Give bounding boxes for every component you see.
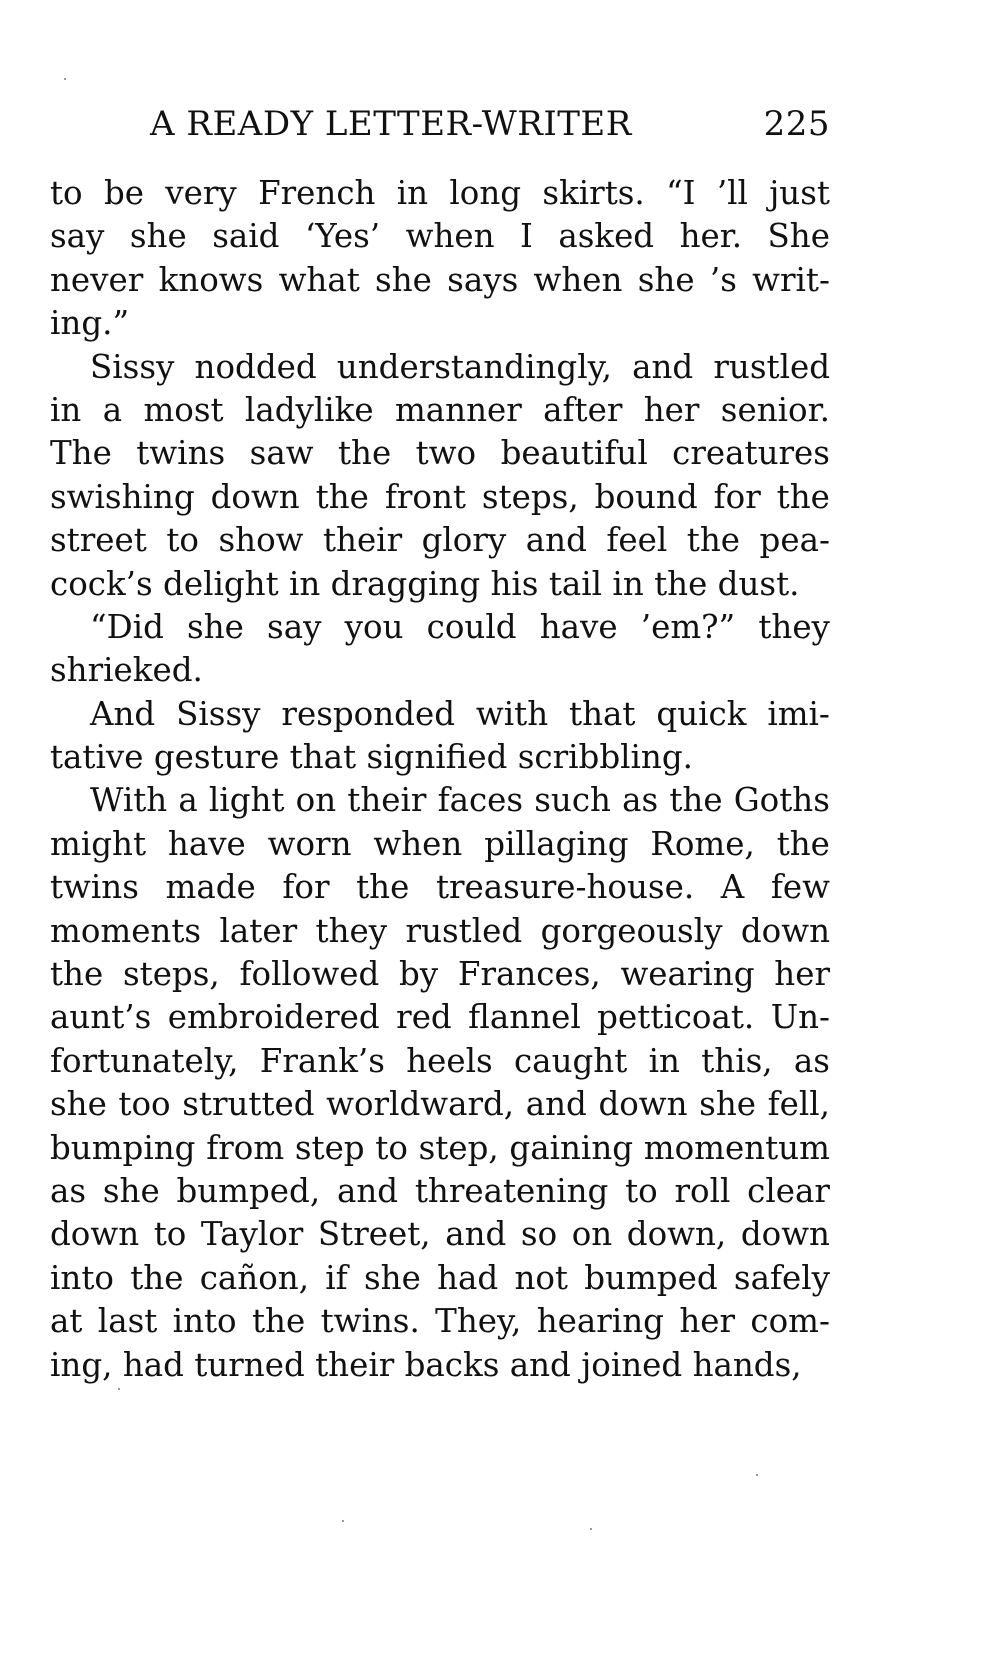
word: a [102, 390, 123, 429]
word: skirts. [542, 174, 645, 212]
text-line [50, 823, 830, 866]
page-number: 225 [763, 104, 830, 144]
word: Taylor [200, 1215, 304, 1254]
word: had [437, 1258, 499, 1297]
text-line [50, 1040, 830, 1083]
word: roll [674, 1171, 731, 1210]
word: gorgeously [540, 911, 723, 950]
text-line [50, 649, 830, 692]
word: fortunately, [50, 1041, 239, 1080]
word: that [569, 694, 636, 733]
word: embroidered [167, 998, 380, 1037]
word: swishing [50, 477, 195, 516]
body-text [50, 172, 830, 1387]
word: later [219, 911, 298, 950]
word: worn [267, 824, 352, 863]
word: down [598, 1085, 688, 1124]
word: if [325, 1258, 348, 1297]
word: two [415, 434, 477, 473]
word: manner [394, 390, 522, 429]
print-speck [64, 78, 66, 80]
text-line [50, 563, 830, 606]
word: ’ll [716, 174, 748, 212]
word: knows [158, 260, 264, 299]
text-line [50, 1344, 830, 1387]
word: gaining [509, 1128, 634, 1167]
word: A [720, 868, 745, 907]
word: Frances, [457, 955, 601, 994]
word: bumped, [176, 1171, 321, 1210]
text-line [50, 953, 830, 996]
word: strutted [182, 1085, 315, 1124]
word: to [50, 174, 83, 212]
word: ‘Yes’ [304, 217, 381, 256]
word: Sissy [176, 694, 261, 733]
word: the [654, 564, 708, 603]
text-line [50, 389, 830, 432]
text-line [50, 693, 830, 736]
word: the [337, 434, 392, 473]
word: followed [239, 955, 380, 994]
word: flannel [468, 998, 581, 1037]
word: step [294, 1128, 365, 1167]
word: as [50, 1171, 87, 1210]
word: have [539, 607, 618, 646]
print-speck [756, 1474, 758, 1476]
word: French [258, 174, 376, 212]
word: too [118, 1085, 171, 1124]
word: ’em?” [640, 607, 736, 646]
word: I [520, 217, 533, 256]
word: imi- [767, 694, 830, 733]
word: the [686, 521, 741, 560]
word: momentum [643, 1128, 830, 1167]
word: to [153, 1215, 187, 1254]
word: com- [750, 1302, 830, 1341]
word: the [130, 1258, 184, 1297]
word: light [208, 781, 285, 820]
text-line [50, 910, 830, 953]
word: down [740, 911, 830, 950]
word: their [347, 781, 427, 820]
word: for [282, 868, 330, 907]
word: They, [435, 1302, 522, 1341]
word: the [315, 477, 369, 516]
word: her [643, 390, 700, 429]
word: you [344, 607, 404, 646]
word: the [356, 868, 410, 907]
text-line [50, 432, 830, 475]
word: that [289, 738, 357, 777]
word: as [793, 1041, 830, 1080]
word: the [251, 1302, 306, 1341]
word: last [97, 1302, 158, 1341]
word: rustled [405, 911, 523, 950]
word: to [166, 521, 199, 560]
word: glory [421, 521, 507, 560]
word: Street, [317, 1215, 431, 1254]
word: Goths [733, 781, 830, 820]
word: might [50, 824, 147, 863]
word: joined [581, 1345, 683, 1384]
word: in [289, 564, 321, 603]
text-line [50, 1213, 830, 1256]
word: “I [666, 174, 696, 212]
word: ing, [50, 1345, 113, 1384]
word: safely [733, 1258, 830, 1297]
word: steps, [122, 955, 220, 994]
word: not [514, 1258, 568, 1297]
word: most [143, 390, 224, 429]
text-line [50, 1083, 830, 1126]
word: cock’s [50, 564, 153, 603]
word: her [679, 1302, 736, 1341]
word: just [769, 174, 830, 212]
word: as [622, 781, 659, 820]
print-speck [118, 1388, 120, 1390]
word: petticoat. [597, 998, 755, 1037]
word: bumping [50, 1128, 196, 1167]
word: And [90, 694, 156, 733]
word: backs [404, 1345, 500, 1384]
word: heels [406, 1041, 493, 1080]
word: delight [163, 564, 279, 603]
word: down [210, 477, 300, 516]
word: creatures [672, 434, 830, 473]
text-line [50, 1170, 830, 1213]
word: said [212, 217, 280, 256]
text-line [50, 215, 830, 258]
word: down, [626, 1215, 727, 1254]
word: down [50, 1215, 140, 1254]
word: show [218, 521, 304, 560]
word: hands, [692, 1345, 802, 1384]
word: and [632, 347, 694, 386]
text-line [50, 866, 830, 909]
word: could [426, 607, 517, 646]
word: steps, [481, 477, 579, 516]
word: she [187, 607, 244, 646]
word: feel [606, 521, 668, 560]
running-head-title: A READY LETTER-WRITER [150, 104, 632, 144]
text-line [50, 779, 830, 822]
word: made [165, 868, 256, 907]
word: Sissy [90, 347, 175, 386]
word: their [322, 521, 403, 560]
word: clear [747, 1171, 830, 1210]
word: so [520, 1215, 558, 1254]
text-line [50, 302, 830, 345]
word: aunt’s [50, 998, 152, 1037]
word: bumped [584, 1258, 718, 1297]
word: and [525, 521, 587, 560]
word: after [543, 390, 623, 429]
word: she [375, 260, 432, 299]
word: twins [50, 868, 139, 907]
word: and [509, 1345, 571, 1384]
word: fell, [767, 1085, 830, 1124]
word: she [129, 217, 187, 256]
word: saw [249, 434, 314, 473]
word: they [315, 911, 388, 950]
running-head [150, 102, 830, 146]
word: ing.” [50, 304, 130, 343]
word: the [50, 955, 104, 994]
word: scribbling. [517, 738, 693, 777]
word: pea- [759, 521, 830, 560]
text-line [50, 476, 830, 519]
word: by [399, 955, 439, 994]
word: say [50, 217, 105, 256]
word: his [490, 564, 539, 603]
word: tail [548, 564, 603, 603]
word: in [612, 564, 644, 603]
word: caught [513, 1041, 628, 1080]
word: a [178, 781, 198, 820]
word: bound [594, 477, 698, 516]
word: to [375, 1128, 408, 1167]
word: wearing [620, 955, 755, 994]
word: Un- [770, 998, 830, 1037]
word: the [776, 824, 830, 863]
word: their [315, 1345, 395, 1384]
word: she [699, 1085, 756, 1124]
word: twins [136, 434, 226, 473]
word: she [102, 1171, 160, 1210]
word: what [278, 260, 360, 299]
word: nodded [194, 347, 317, 386]
word: rustled [713, 347, 830, 386]
word: never [50, 260, 144, 299]
word: in [50, 390, 82, 429]
word: quick [656, 694, 747, 733]
print-speck [590, 1528, 592, 1530]
word: dust. [717, 564, 800, 603]
word: beautiful [500, 434, 648, 473]
word: gesture [153, 738, 280, 777]
word: faces [437, 781, 524, 820]
word: dragging [330, 564, 481, 603]
word: writ- [752, 260, 830, 299]
text-line [50, 259, 830, 302]
word: hearing [536, 1302, 664, 1341]
word: moments [50, 911, 202, 950]
word: the [776, 477, 830, 516]
text-line [50, 1127, 830, 1170]
word: tative [50, 738, 144, 777]
word: on [571, 1215, 613, 1254]
word: turned [194, 1345, 305, 1384]
word: be [103, 174, 144, 212]
word: when [533, 260, 623, 299]
word: threatening [414, 1171, 609, 1210]
word: and [445, 1215, 507, 1254]
word: worldward, [326, 1085, 515, 1124]
word: and [525, 1085, 587, 1124]
word: she [637, 260, 695, 299]
word: in [648, 1041, 680, 1080]
text-line [50, 996, 830, 1039]
text-line [50, 1300, 830, 1343]
word: step, [418, 1128, 499, 1167]
word: red [396, 998, 452, 1037]
text-line [50, 172, 830, 215]
text-line [50, 1257, 830, 1300]
word: cañon, [199, 1258, 310, 1297]
word: Frank’s [259, 1041, 385, 1080]
word: She [767, 217, 830, 256]
word: With [90, 781, 168, 820]
word: her. [679, 217, 743, 256]
word: into [172, 1302, 237, 1341]
text-line [50, 346, 830, 389]
word: The [50, 434, 112, 473]
word: to [625, 1171, 658, 1210]
word: at [50, 1302, 83, 1341]
word: understandingly, [336, 347, 612, 386]
word: when [405, 217, 495, 256]
word: and [336, 1171, 399, 1210]
word: very [165, 174, 237, 212]
word: they [758, 607, 830, 646]
word: from [206, 1128, 285, 1167]
word: pillaging [484, 824, 629, 863]
word: have [167, 824, 246, 863]
word: few [770, 868, 830, 907]
word: such [534, 781, 611, 820]
word: into [50, 1258, 114, 1297]
word: treasure-house. [435, 868, 695, 907]
text-line [50, 606, 830, 649]
word: she [363, 1258, 421, 1297]
word: in [396, 174, 429, 212]
word: front [384, 477, 466, 516]
text-line [50, 736, 830, 779]
word: says [447, 260, 519, 299]
word: she [50, 1085, 107, 1124]
word: shrieked. [50, 651, 203, 690]
word: senior. [720, 390, 830, 429]
word: had [122, 1345, 184, 1384]
text-line [50, 519, 830, 562]
word: twins. [320, 1302, 420, 1341]
word: on [295, 781, 337, 820]
word: her [774, 955, 830, 994]
word: ladylike [244, 390, 374, 429]
word: Rome, [650, 824, 755, 863]
word: “Did [90, 607, 164, 646]
word: responded [281, 694, 456, 733]
word: for [713, 477, 761, 516]
word: signified [366, 738, 508, 777]
word: asked [558, 217, 655, 256]
word: say [267, 607, 322, 646]
word: when [373, 824, 463, 863]
print-speck [342, 1520, 344, 1522]
word: street [50, 521, 147, 560]
word: the [669, 781, 723, 820]
word: down [740, 1215, 830, 1254]
word: with [475, 694, 549, 733]
word: ’s [709, 260, 737, 299]
word: this, [701, 1041, 773, 1080]
word: long [449, 174, 522, 212]
